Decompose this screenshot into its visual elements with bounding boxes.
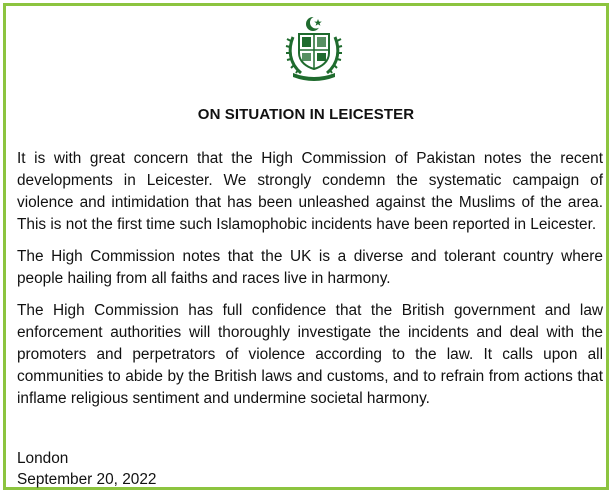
date-line: September 20, 2022 xyxy=(17,471,157,488)
statement-title: ON SITUATION IN LEICESTER xyxy=(197,106,415,123)
signature-block xyxy=(17,448,156,490)
statement-body xyxy=(17,148,603,420)
document-frame xyxy=(3,3,609,490)
paragraph-3: The High Commission has full confidence that the British government and law enforcement authorities will thoroughly investigate the incidents and deal with the promoters and perpetrators of violence according to the law. It calls upon all communities to abide by the British laws and customs, and to refrain from actions that inflame religious sentiment and undermine societal harmony. xyxy=(17,302,603,407)
place-line: London xyxy=(17,450,69,467)
pakistan-state-emblem-icon xyxy=(285,15,343,81)
paragraph-1: It is with great concern that the High Commission of Pakistan notes the recent developments in Leicester. We strongly condemn the systematic campaign of violence and intimidation that has been unleashed against the Muslims of the area. This is not the first time such Islamophobic incidents have been reported in Leicester. xyxy=(17,150,603,233)
paragraph-2: The High Commission notes that the UK is a diverse and tolerant country where people hailing from all faiths and races live in harmony. xyxy=(17,248,603,287)
